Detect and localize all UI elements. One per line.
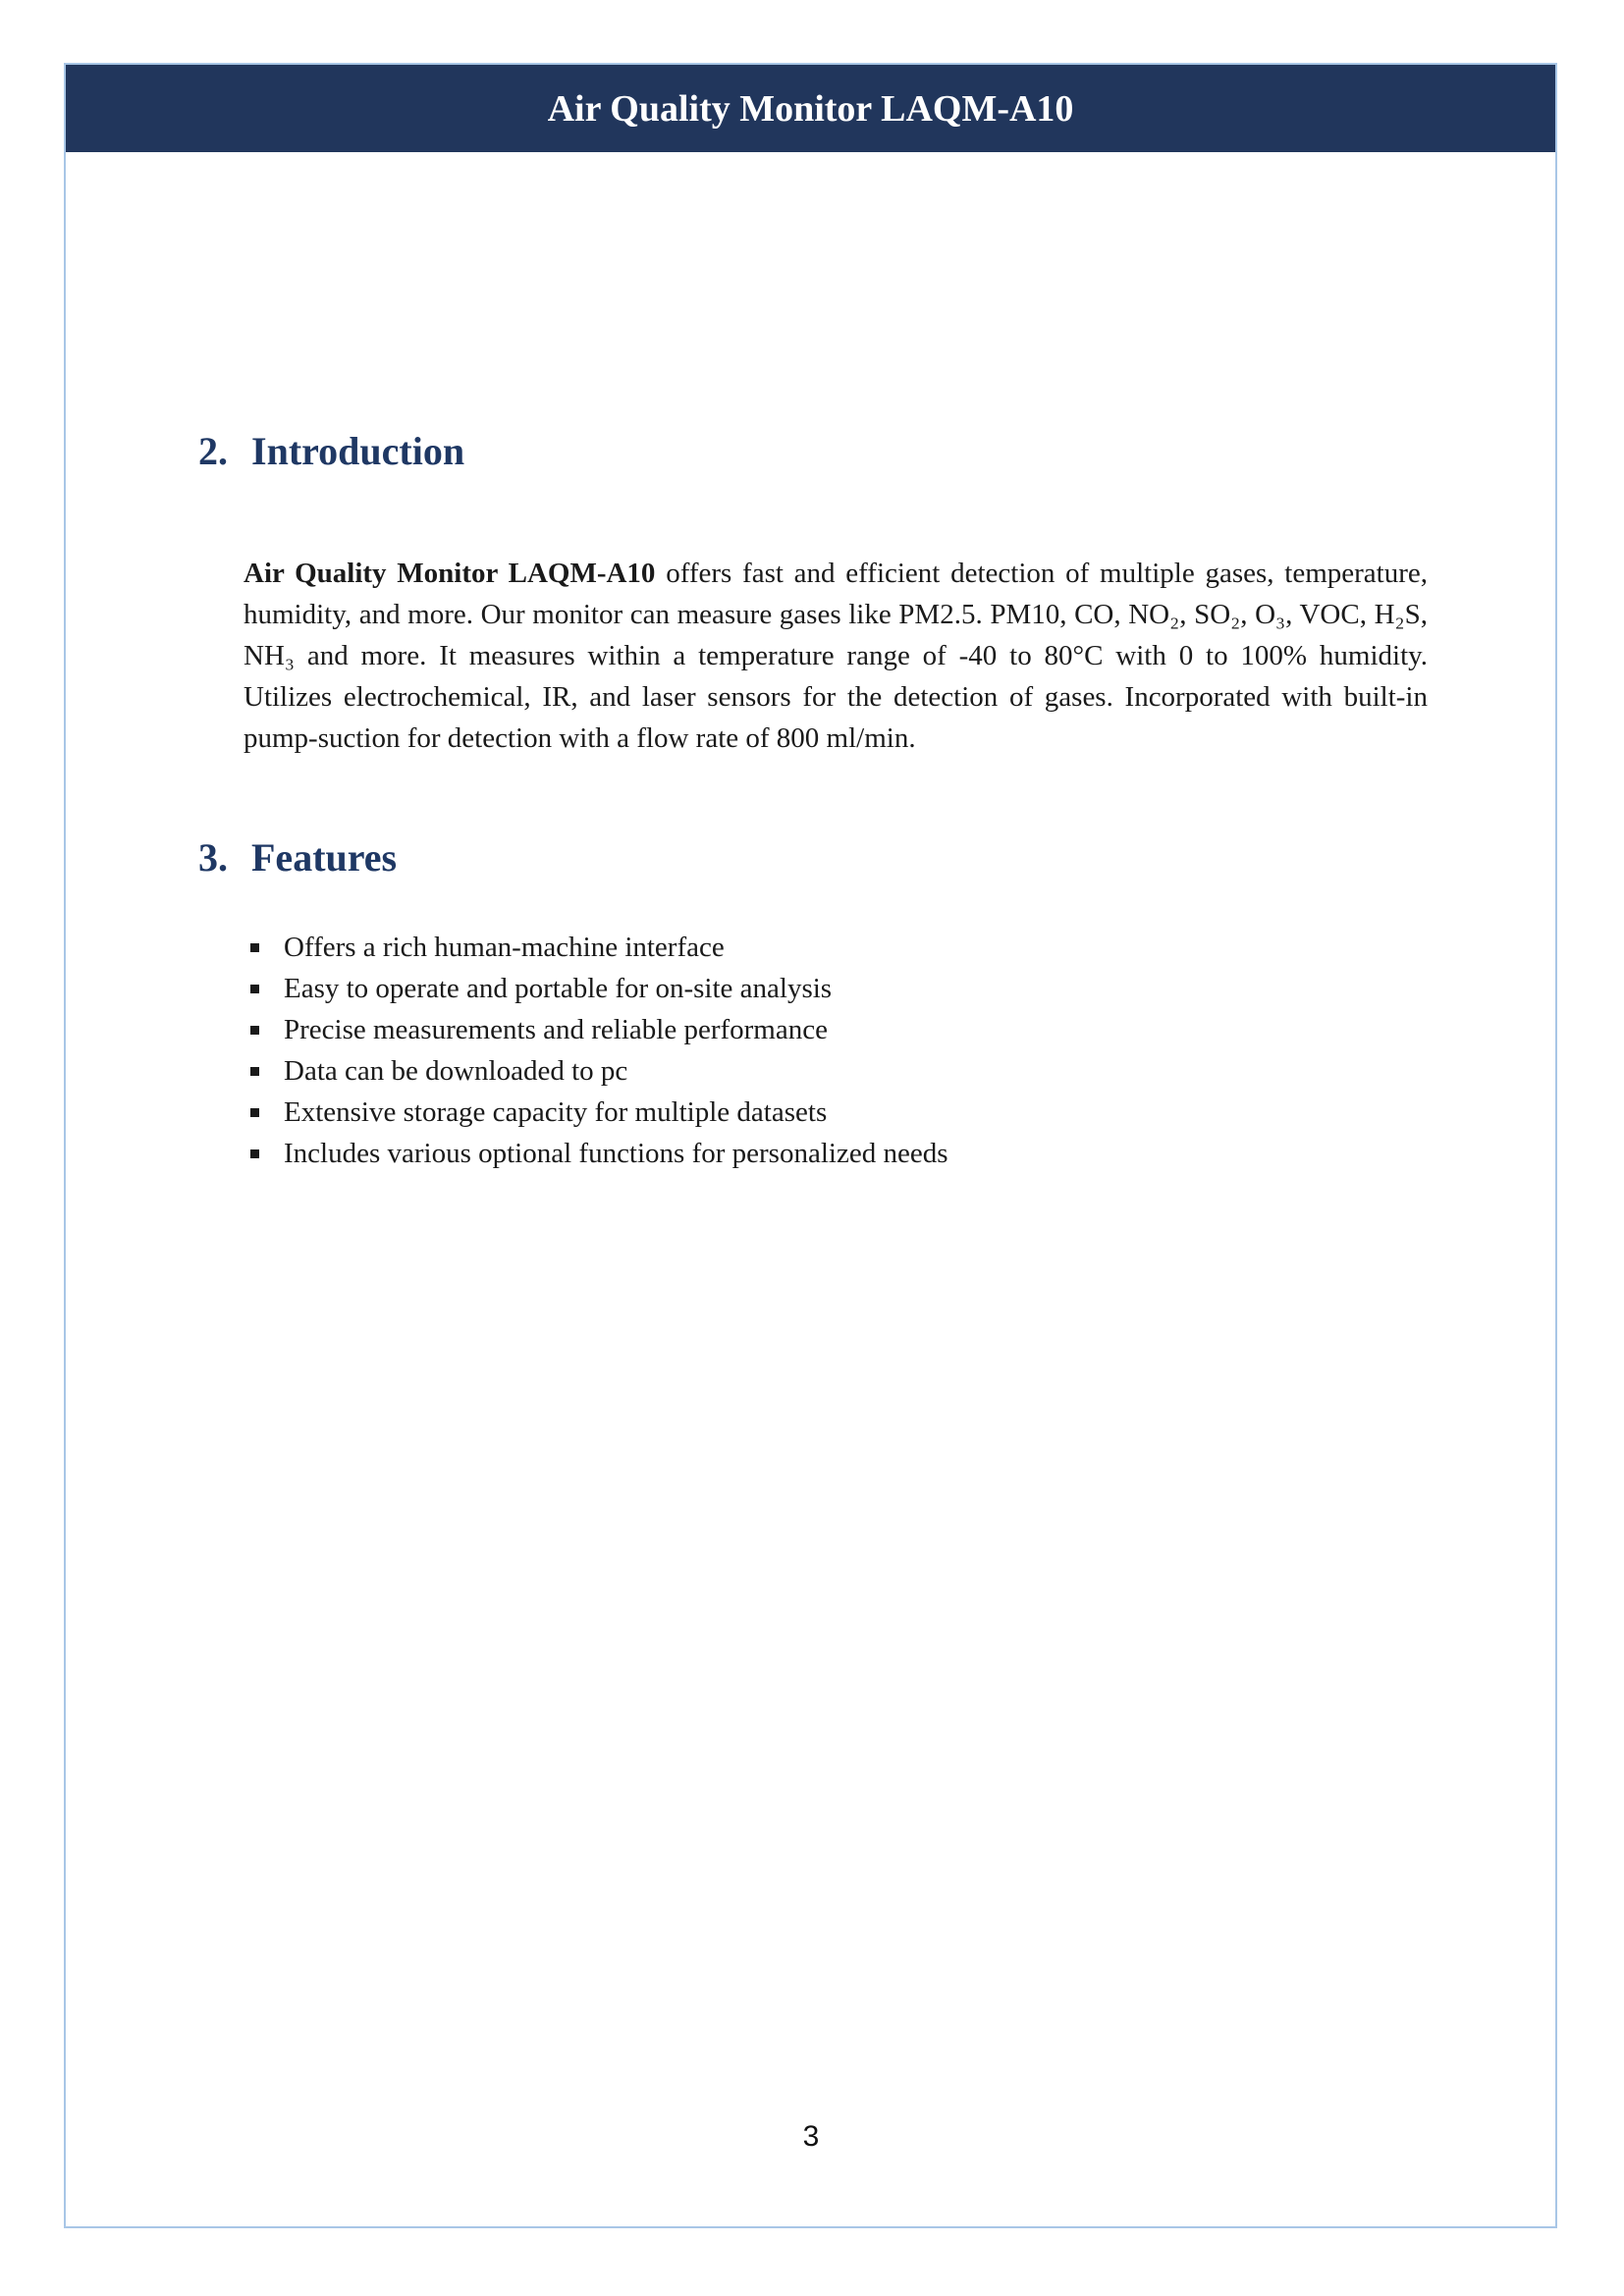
page-number: 3 [802,2120,820,2153]
document-title: Air Quality Monitor LAQM-A10 [547,87,1074,130]
introduction-body-text: offers fast and efficient detection of multiple gases, temperature, humidity, and more. Our monitor can measure gases like PM2.5. PM10, CO, NO₂, SO₂, O₃, VOC, H₂S, NH₃ and more. It measures within a temperature range of -40 to 80°C with 0 to 100% humidity. Utilizes electrochemical, IR, and laser sensors for the detection of gases. Incorporated with built-in pump-suction for detection with a flow rate of 800 ml/min. [244,558,1428,754]
section-heading-features [198,834,397,881]
list-item-text: Includes various optional functions for personalized needs [284,1138,948,1169]
section-title-introduction: Introduction [251,429,465,473]
bullet-square-icon [250,1026,259,1035]
list-item [250,927,1438,968]
section-heading-introduction [198,428,464,475]
section-title-features: Features [251,835,398,880]
list-item-text: Offers a rich human-machine interface [284,932,725,963]
list-item [250,1009,1438,1050]
bullet-square-icon [250,1067,259,1076]
bullet-square-icon [250,985,259,993]
list-item-text: Easy to operate and portable for on-site analysis [284,973,833,1004]
features-list [250,927,1438,1174]
introduction-paragraph [244,553,1428,759]
page-header-bar [66,65,1555,152]
bullet-square-icon [250,1108,259,1117]
list-item-text: Precise measurements and reliable performance [284,1014,828,1045]
list-item [250,1092,1438,1133]
list-item [250,1133,1438,1174]
list-item-text: Extensive storage capacity for multiple datasets [284,1096,828,1128]
section-number-features: 3. [198,835,228,880]
list-item-text: Data can be downloaded to pc [284,1055,628,1087]
bullet-square-icon [250,1149,259,1158]
section-number-introduction: 2. [198,429,228,473]
list-item [250,1050,1438,1092]
product-name-bold: Air Quality Monitor LAQM-A10 [244,558,656,589]
list-item [250,968,1438,1009]
bullet-square-icon [250,943,259,952]
